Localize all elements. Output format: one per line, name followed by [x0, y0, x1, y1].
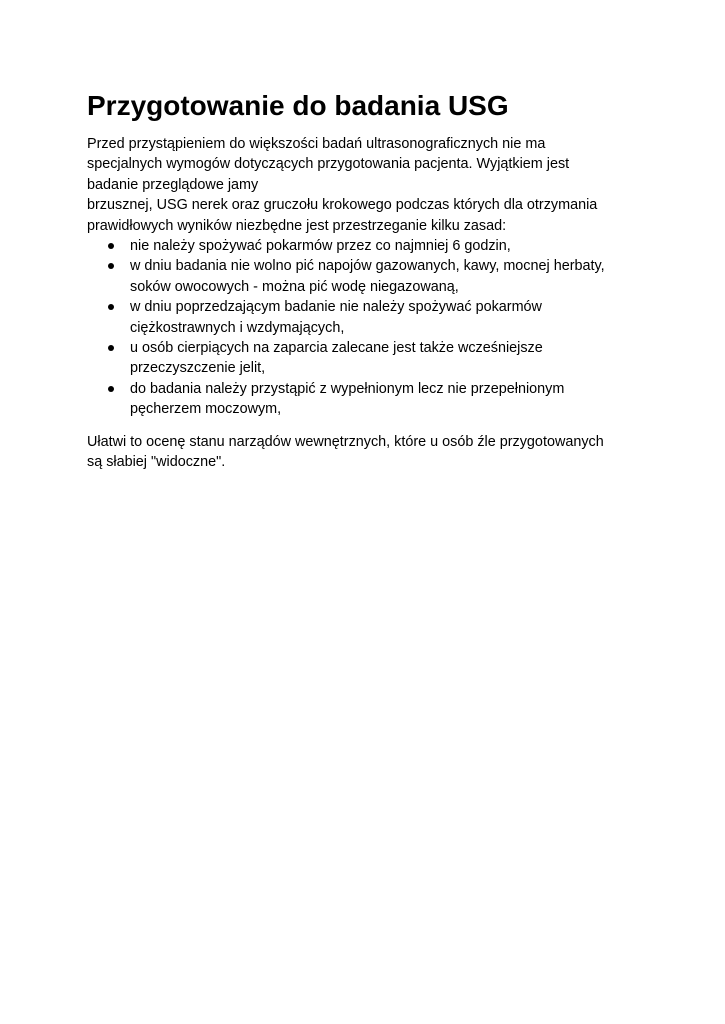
list-item-line: soków owocowych - można pić wodę niegazowaną, [130, 278, 459, 295]
intro-paragraph [87, 134, 647, 236]
intro-line: prawidłowych wyników niezbędne jest przestrzeganie kilku zasad: [87, 217, 507, 234]
closing-line: są słabiej "widoczne". [87, 454, 226, 471]
list-item [87, 256, 647, 297]
list-item [87, 297, 647, 338]
intro-line: brzusznej, USG nerek oraz gruczołu krokowego podczas których dla otrzymania [87, 197, 598, 214]
intro-line: specjalnych wymogów dotyczących przygotowania pacjenta. Wyjątkiem jest [87, 156, 570, 173]
list-item-line: ciężkostrawnych i wzdymających, [130, 319, 345, 336]
closing-line: Ułatwi to ocenę stanu narządów wewnętrznych, które u osób źle przygotowanych [87, 433, 604, 450]
list-item [87, 338, 647, 379]
list-item-line: u osób cierpiących na zaparcia zalecane jest także wcześniejsze [130, 340, 543, 357]
list-item-line: w dniu badania nie wolno pić napojów gazowanych, kawy, mocnej herbaty, [130, 258, 605, 275]
list-item-line: pęcherzem moczowym, [130, 401, 282, 418]
page-title: Przygotowanie do badania USG [87, 90, 509, 121]
closing-paragraph [87, 432, 647, 473]
intro-line: badanie przeglądowe jamy [87, 176, 259, 193]
document-content [87, 88, 647, 473]
list-item-line: nie należy spożywać pokarmów przez co najmniej 6 godzin, [130, 238, 511, 255]
requirements-list [87, 236, 647, 420]
list-item-line: do badania należy przystąpić z wypełnionym lecz nie przepełnionym [130, 380, 565, 397]
list-item [87, 236, 647, 256]
intro-line: Przed przystąpieniem do większości badań ultrasonograficznych nie ma [87, 136, 546, 152]
list-item [87, 379, 647, 420]
list-item-line: w dniu poprzedzającym badanie nie należy spożywać pokarmów [130, 299, 542, 316]
list-item-line: przeczyszczenie jelit, [130, 360, 266, 377]
